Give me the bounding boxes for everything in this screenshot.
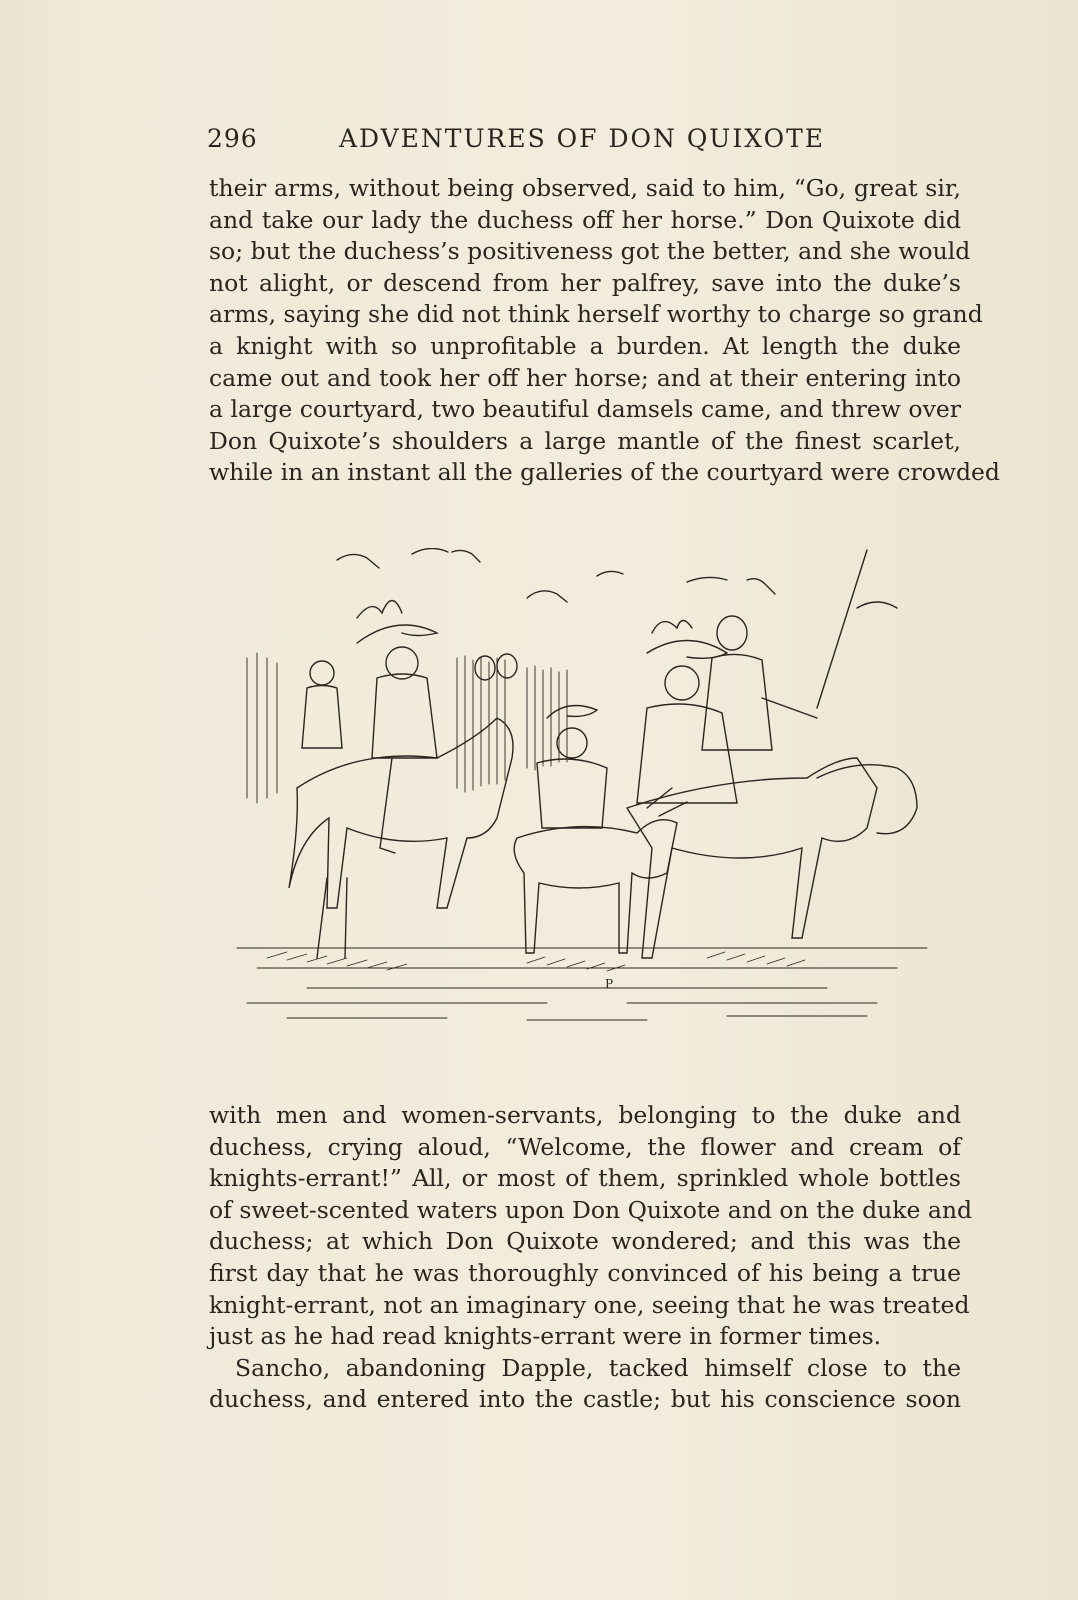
sancho-body [537,759,607,828]
bird-stroke [857,602,897,608]
text-block-bottom [209,1100,973,1416]
duchess-hat [647,641,727,659]
ground-lines [237,948,927,1020]
text-line: duchess, and entered into the castle; but his conscience soon [209,1385,961,1414]
duke-arm [762,698,817,718]
figure-body [302,686,342,749]
text-line: of sweet-scented waters upon Don Quixote and on the duke and [209,1195,973,1224]
rider-torso [372,674,437,758]
horse-legs [317,878,347,958]
text-line: duchess; at which Don Quixote wondered; and this was the [209,1227,961,1256]
text-line: a knight with so unprofitable a burden. At length the duke [209,331,961,360]
horse-3-head [817,765,917,834]
duke-body [702,654,772,750]
text-block-top [209,173,1000,489]
text-line: their arms, without being observed, said to him, “Go, great sir, [209,174,961,202]
text-line: came out and took her off her horse; and at their entering into [209,363,961,392]
bird-stroke [687,577,775,594]
riders-engraving [227,548,941,1038]
engraving-illustration [227,548,941,1038]
text-line: not alight, or descend from her palfrey, save into the duke’s [209,268,961,297]
text-line: just as he had read knights-errant were in former times. [209,1322,882,1351]
text-line: duchess, crying aloud, “Welcome, the flower and cream of [209,1132,961,1161]
duke-head [717,616,747,650]
sancho-head [557,728,587,758]
paragraph-first-line: Sancho, abandoning Dapple, tacked himself close to the [235,1353,961,1382]
page-number: 296 [207,124,258,153]
duchess-head [665,666,699,700]
bird-stroke [597,571,623,576]
text-line: first day that he was thoroughly convinced of his being a true [209,1258,961,1287]
bird-stroke [527,591,567,602]
duchess-plume [652,621,692,634]
engraver-initial: P [605,977,614,991]
crowd-hatching [247,653,567,803]
text-line: knight-errant, not an imaginary one, seeing that he was treated [209,1290,970,1319]
running-head: ADVENTURES OF DON QUIXOTE [338,124,826,153]
text-line: Don Quixote’s shoulders a large mantle of the finest scarlet, [209,426,961,455]
text-line: and take our lady the duchess off her horse.” Don Quixote did [209,205,961,234]
plumed-hat [357,625,437,643]
bird-stroke [412,548,480,562]
donkey [514,820,677,953]
text-line: with men and women-servants, belonging to the duke and [209,1101,961,1129]
text-line: knights-errant!” All, or most of them, sprinkled whole bottles [209,1164,961,1193]
lance [817,550,867,708]
sancho-hat [547,706,597,719]
bird-stroke [337,554,379,568]
hat-plume [357,601,402,619]
text-line: so; but the duchess’s positiveness got the better, and she would [209,237,971,266]
text-line: arms, saying she did not think herself worthy to charge so grand [209,300,983,329]
figure-head [310,661,334,685]
duchess-dress [637,704,737,803]
text-line: while in an instant all the galleries of the courtyard were crowded [209,458,1000,487]
page-header [207,124,957,160]
text-line: a large courtyard, two beautiful damsels came, and threw over [209,395,961,424]
horse-2 [627,758,877,958]
horse-1 [289,718,513,908]
